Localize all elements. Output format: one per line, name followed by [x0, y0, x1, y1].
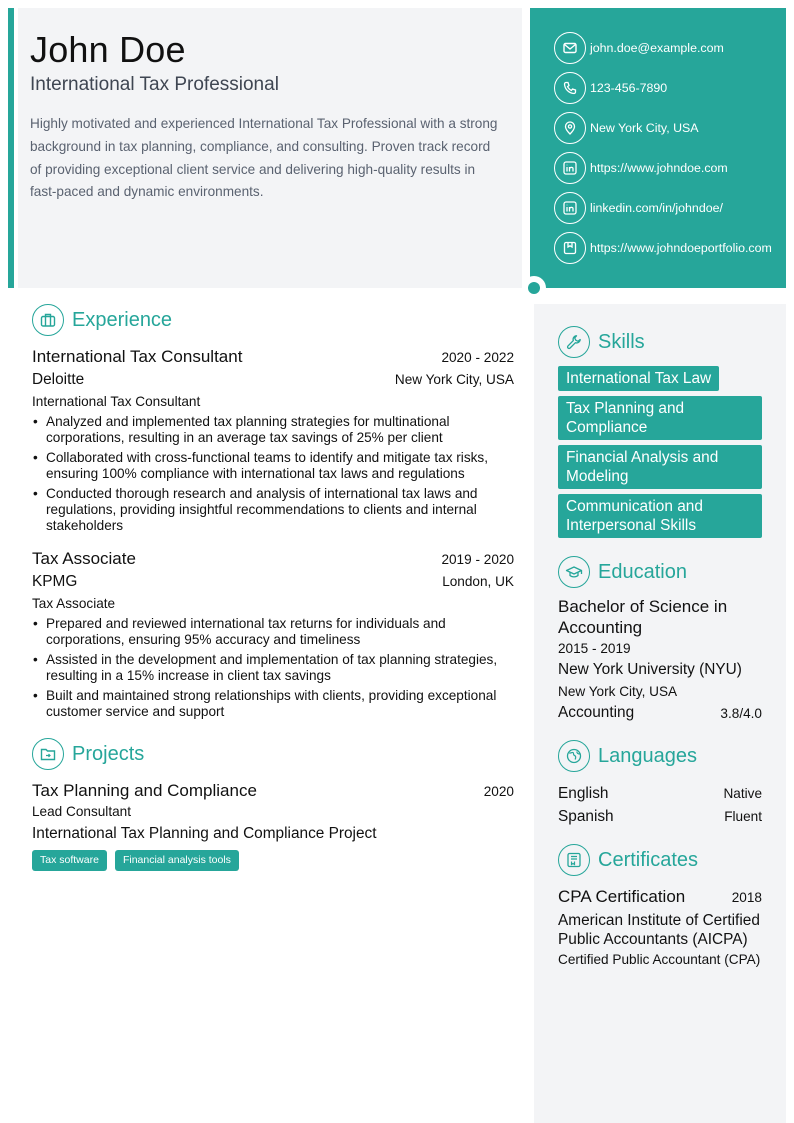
main-column	[32, 304, 514, 871]
degree: Bachelor of Science in Accounting	[558, 597, 728, 637]
contact-email-text: john.doe@example.com	[590, 41, 724, 55]
project-tag: Tax software	[32, 850, 107, 871]
bullet: • Collaborated with cross-functional teams to identify and mitigate tax risks, ensuring 100% compliance with international tax laws and regulations	[32, 450, 514, 482]
certificate-row	[558, 886, 762, 908]
contact-panel	[530, 8, 786, 288]
languages-title: Languages	[598, 744, 697, 767]
education-field-row	[558, 702, 762, 724]
project-role: Lead Consultant	[32, 804, 132, 819]
contact-portfolio-text: https://www.johndoeportfolio.com	[590, 241, 772, 255]
sidebar	[534, 304, 786, 1123]
contact-website[interactable]	[554, 152, 786, 184]
contact-website-text: https://www.johndoe.com	[590, 161, 728, 175]
contact-portfolio[interactable]	[554, 232, 786, 264]
job-bullets	[32, 414, 514, 534]
certificate-icon	[558, 844, 590, 876]
job-dates: 2019 - 2020	[441, 552, 514, 567]
phone-icon	[554, 72, 586, 104]
certificate-year: 2018	[731, 889, 762, 905]
job-dates: 2020 - 2022	[441, 350, 514, 365]
education-title: Education	[598, 560, 687, 583]
certificates-header	[558, 844, 762, 876]
company: KPMG	[32, 573, 78, 590]
contact-linkedin-text: linkedin.com/in/johndoe/	[590, 201, 723, 215]
portfolio-icon	[554, 232, 586, 264]
job-bullets	[32, 616, 514, 720]
folder-icon	[32, 738, 64, 770]
experience-title: Experience	[72, 308, 173, 331]
language-name: Spanish	[558, 807, 614, 825]
project-tags	[32, 850, 514, 871]
language-name: English	[558, 784, 609, 802]
language-row	[558, 805, 762, 828]
job-entry	[32, 548, 514, 720]
timeline-dot	[528, 282, 540, 294]
wrench-icon	[558, 326, 590, 358]
project-tag: Financial analysis tools	[115, 850, 239, 871]
projects-header	[32, 738, 514, 770]
company: Deloitte	[32, 371, 85, 388]
bullet: • Prepared and reviewed international tax returns for individuals and corporations, ensuring 95% accuracy and timeliness	[32, 616, 514, 648]
projects-title: Projects	[72, 742, 145, 765]
certificate-name: CPA Certification	[558, 887, 686, 906]
location-icon	[554, 112, 586, 144]
language-level: Native	[723, 786, 762, 801]
education-location: New York City, USA	[558, 684, 678, 699]
contact-email[interactable]	[554, 32, 786, 64]
skill-tag: International Tax Law	[558, 366, 719, 391]
contact-location-text: New York City, USA	[590, 121, 699, 135]
job-title: International Tax Consultant	[32, 347, 243, 366]
skills-list	[558, 366, 762, 538]
education-field: Accounting	[558, 704, 635, 721]
bullet: • Built and maintained strong relationships with clients, providing exceptional customer service and support	[32, 688, 514, 720]
certificates-title: Certificates	[598, 848, 699, 871]
job-role: Tax Associate	[32, 596, 116, 611]
language-row	[558, 782, 762, 805]
skills-title: Skills	[598, 330, 645, 353]
job-role: International Tax Consultant	[32, 394, 201, 409]
languages-header	[558, 740, 762, 772]
linkedin-icon	[554, 192, 586, 224]
contact-phone-text: 123-456-7890	[590, 81, 668, 95]
school: New York University (NYU)	[558, 661, 742, 678]
certificate-issuer: American Institute of Certified Public Accountants (AICPA)	[558, 912, 760, 948]
accent-bar	[8, 8, 14, 288]
skill-tag: Tax Planning and Compliance	[558, 396, 762, 440]
certificate-detail: Certified Public Accountant (CPA)	[558, 952, 761, 967]
project-title: Tax Planning and Compliance	[32, 781, 257, 800]
project-year: 2020	[483, 784, 514, 799]
job-title-heading: International Tax Professional	[30, 74, 279, 95]
skills-header	[558, 326, 762, 358]
job-location: London, UK	[442, 574, 514, 589]
job-title: Tax Associate	[32, 549, 136, 568]
contact-location	[554, 112, 786, 144]
contact-phone[interactable]	[554, 72, 786, 104]
language-level: Fluent	[724, 809, 762, 824]
bullet: • Conducted thorough research and analysis of international tax laws and regulations, providing insightful recommendations to clients and internal stakeholders	[32, 486, 514, 534]
summary: Highly motivated and experienced International Tax Professional with a strong background in tax planning, compliance, and consulting. Proven track record of providing exceptional client service and delivering high-quality results in fast-paced and dynamic environments.	[30, 116, 498, 200]
job-location: New York City, USA	[394, 372, 514, 387]
graduation-cap-icon	[558, 556, 590, 588]
email-icon	[554, 32, 586, 64]
languages-list	[558, 782, 762, 828]
job-entry	[32, 346, 514, 534]
skill-tag: Financial Analysis and Modeling	[558, 445, 762, 489]
bullet: • Analyzed and implemented tax planning strategies for multinational corporations, resulting in an average tax savings of 25% per client	[32, 414, 514, 446]
education-dates: 2015 - 2019	[558, 641, 631, 656]
contact-linkedin[interactable]	[554, 192, 786, 224]
gpa: 3.8/4.0	[720, 705, 762, 721]
name: John Doe	[30, 29, 186, 70]
experience-header	[32, 304, 514, 336]
project-entry	[32, 780, 514, 871]
globe-icon	[558, 740, 590, 772]
skill-tag: Communication and Interpersonal Skills	[558, 494, 762, 538]
header-panel	[18, 8, 522, 288]
project-name: International Tax Planning and Compliance Project	[32, 825, 377, 842]
linkedin-icon	[554, 152, 586, 184]
briefcase-icon	[32, 304, 64, 336]
education-header	[558, 556, 762, 588]
bullet: • Assisted in the development and implementation of tax planning strategies, resulting in a 15% increase in client tax savings	[32, 652, 514, 684]
